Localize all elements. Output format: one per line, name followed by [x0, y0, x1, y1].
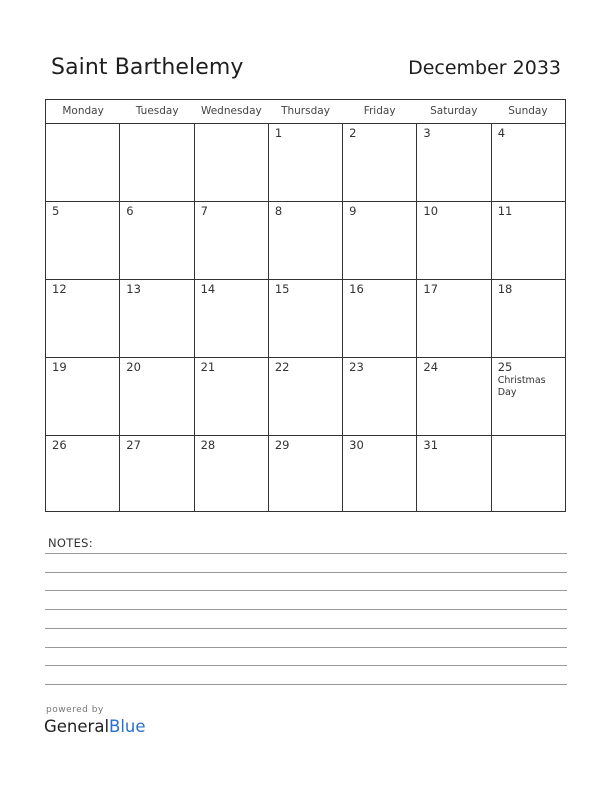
day-number: 9 — [349, 204, 357, 218]
weekday-header-row — [46, 100, 565, 124]
calendar-grid — [45, 99, 566, 512]
notes-line — [45, 647, 567, 648]
day-number: 17 — [423, 282, 439, 296]
day-number: 6 — [126, 204, 134, 218]
day-cell — [343, 358, 417, 435]
weekday-friday: Friday — [363, 105, 396, 117]
day-number: 16 — [349, 282, 364, 296]
day-cell — [120, 124, 194, 201]
day-number: 7 — [200, 204, 208, 218]
day-cell — [492, 436, 565, 512]
day-number: 12 — [52, 282, 67, 296]
weekday-monday: Monday — [62, 105, 104, 117]
notes-line — [45, 590, 567, 591]
weekday-tuesday: Tuesday — [135, 105, 179, 117]
day-number: 4 — [497, 126, 506, 140]
day-cell — [46, 436, 120, 512]
day-cell — [120, 280, 194, 357]
day-cell — [195, 124, 269, 201]
day-cell — [343, 436, 417, 512]
holiday-label: Christmas Day — [497, 375, 546, 398]
weekday-saturday: Saturday — [430, 105, 478, 117]
day-cell — [269, 436, 343, 512]
notes-line — [45, 628, 567, 629]
day-cell — [46, 124, 120, 201]
day-number: 27 — [126, 438, 141, 452]
day-number: 19 — [52, 360, 67, 374]
calendar-country-title: Saint Barthelemy — [51, 55, 244, 80]
notes-line — [45, 572, 567, 573]
brand-general: General — [44, 717, 110, 736]
day-cell — [492, 358, 565, 435]
day-number: 13 — [126, 282, 141, 296]
week-row — [46, 124, 565, 202]
day-number: 31 — [423, 438, 439, 452]
day-number: 8 — [274, 204, 283, 218]
day-number: 23 — [349, 360, 364, 374]
day-cell — [417, 436, 491, 512]
day-cell — [343, 202, 417, 279]
day-cell — [46, 358, 120, 435]
day-number: 21 — [200, 360, 216, 374]
day-cell — [492, 202, 565, 279]
powered-by-text: powered by — [46, 705, 104, 715]
day-number: 3 — [423, 126, 431, 140]
day-number: 15 — [274, 282, 290, 296]
day-number: 22 — [274, 360, 290, 374]
day-number: 10 — [423, 204, 439, 218]
day-number: 11 — [497, 204, 513, 218]
day-cell — [195, 202, 269, 279]
day-number: 26 — [52, 438, 67, 452]
week-row — [46, 358, 565, 436]
day-cell — [269, 202, 343, 279]
day-cell — [195, 280, 269, 357]
day-number: 30 — [349, 438, 364, 452]
day-cell — [120, 358, 194, 435]
day-number: 18 — [497, 282, 513, 296]
day-cell — [269, 358, 343, 435]
day-cell — [269, 124, 343, 201]
notes-line — [45, 553, 567, 554]
day-cell — [417, 358, 491, 435]
week-row — [46, 280, 565, 358]
day-cell — [195, 358, 269, 435]
day-number: 2 — [349, 126, 357, 140]
day-cell — [343, 124, 417, 201]
day-cell — [269, 280, 343, 357]
day-number: 1 — [274, 126, 283, 140]
day-cell — [120, 436, 194, 512]
notes-label: NOTES: — [48, 536, 93, 550]
day-cell — [120, 202, 194, 279]
day-cell — [417, 280, 491, 357]
day-number: 5 — [52, 204, 60, 218]
week-row — [46, 436, 565, 512]
day-cell — [343, 280, 417, 357]
notes-line — [45, 609, 567, 610]
calendar-month-title: December 2033 — [408, 57, 561, 79]
day-number: 25 — [497, 360, 513, 374]
day-number: 20 — [126, 360, 141, 374]
day-number: 14 — [200, 282, 216, 296]
generalblue-logo — [44, 717, 146, 736]
day-cell — [417, 202, 491, 279]
brand-blue: Blue — [109, 717, 146, 736]
notes-line — [45, 665, 567, 666]
week-row — [46, 202, 565, 280]
notes-line — [45, 684, 567, 685]
day-cell — [46, 202, 120, 279]
day-cell — [46, 280, 120, 357]
day-number: 28 — [200, 438, 216, 452]
weekday-sunday: Sunday — [508, 105, 548, 117]
day-number: 29 — [274, 438, 290, 452]
day-cell — [417, 124, 491, 201]
weekday-wednesday: Wednesday — [200, 105, 262, 117]
day-number: 24 — [423, 360, 439, 374]
day-cell — [492, 124, 565, 201]
day-cell — [492, 280, 565, 357]
weekday-thursday: Thursday — [281, 105, 330, 117]
day-cell — [195, 436, 269, 512]
